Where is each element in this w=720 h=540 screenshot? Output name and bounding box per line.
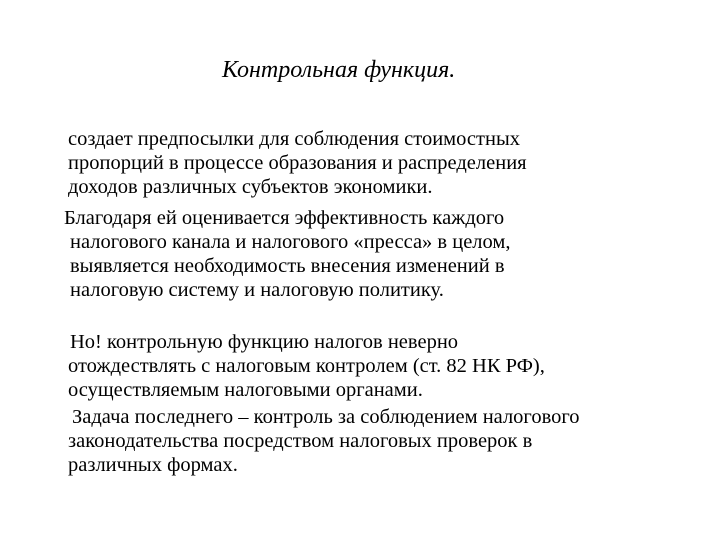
paragraph-line: налоговую систему и налоговую политику. — [70, 279, 444, 301]
paragraph-line: различных формах. — [68, 454, 238, 476]
slide-title: Контрольная функция. — [222, 57, 456, 83]
paragraph-1 — [68, 127, 713, 199]
paragraph-line: Задача последнего – контроль за соблюдением налогового — [72, 406, 580, 428]
paragraph-line: отождествлять с налоговым контролем (ст. 82 НК РФ), — [68, 355, 545, 377]
paragraph-line: создает предпосылки для соблюдения стоимостных — [68, 128, 520, 150]
paragraph-line: налогового канала и налогового «пресса» в целом, — [70, 231, 511, 253]
paragraph-line: доходов различных субъектов экономики. — [68, 176, 433, 198]
paragraph-2 — [64, 206, 709, 302]
paragraph-3 — [68, 330, 713, 402]
paragraph-line: выявляется необходимость внесения изменений в — [70, 255, 505, 277]
paragraph-line: пропорций в процессе образования и распределения — [68, 152, 527, 174]
paragraph-line: Но! контрольную функцию налогов неверно — [70, 331, 459, 353]
paragraph-line: Благодаря ей оценивается эффективность каждого — [64, 207, 505, 229]
paragraph-line: осуществляемым налоговыми органами. — [68, 379, 423, 401]
paragraph-line: законодательства посредством налоговых проверок в — [68, 430, 533, 452]
paragraph-4 — [68, 405, 713, 477]
